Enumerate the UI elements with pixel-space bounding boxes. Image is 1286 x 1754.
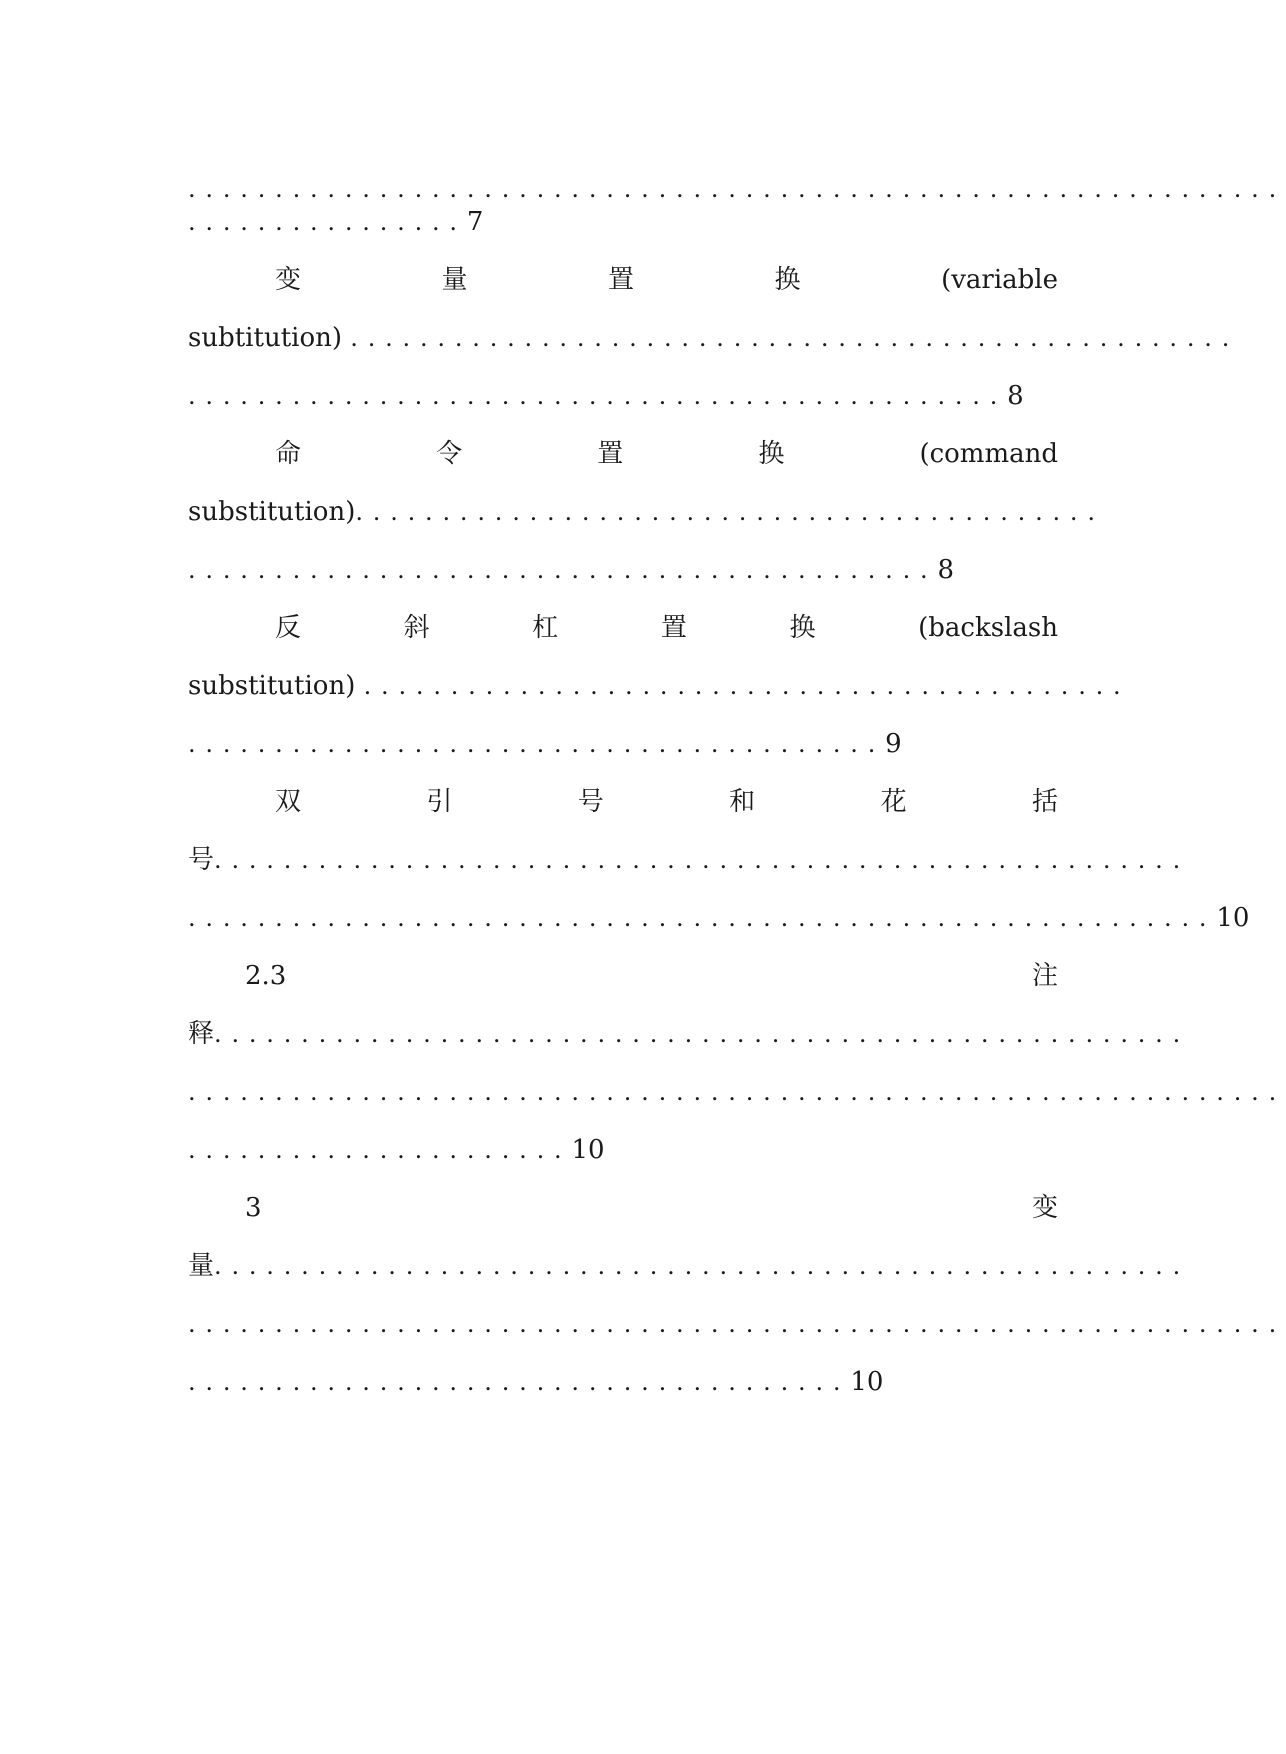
entry-word: 换 bbox=[774, 265, 801, 295]
entry-word: 置 bbox=[597, 439, 624, 469]
page-number: 10 bbox=[1216, 903, 1250, 933]
entry-word: 括 bbox=[1031, 787, 1058, 817]
toc-line bbox=[188, 318, 1240, 358]
leader-dots: ................ bbox=[188, 208, 467, 236]
toc-line bbox=[188, 1072, 1286, 1112]
toc-line bbox=[188, 1246, 1191, 1286]
entry-word: (backslash bbox=[918, 613, 1058, 643]
leader-dots: ............................................... bbox=[188, 382, 1008, 410]
entry-word: (variable bbox=[941, 265, 1058, 295]
entry-word: 换 bbox=[789, 613, 816, 643]
page-number: 8 bbox=[1007, 381, 1024, 411]
leader-dots: ........................................... bbox=[355, 498, 1105, 526]
entry-text: substitution) bbox=[188, 497, 356, 527]
toc-line bbox=[188, 840, 1191, 880]
page-number: 10 bbox=[571, 1135, 605, 1165]
entry-word: 变 bbox=[1031, 1193, 1058, 1223]
leader-dots: ............................................................... bbox=[188, 1310, 1286, 1338]
entry-word: 置 bbox=[660, 613, 687, 643]
entry-text: 释 bbox=[188, 1019, 215, 1049]
leader-dots: ........................................................... bbox=[188, 904, 1217, 932]
entry-word: 换 bbox=[758, 439, 785, 469]
entry-text: subtitution) bbox=[188, 323, 342, 353]
toc-entry-comments bbox=[245, 956, 1058, 996]
entry-word: 引 bbox=[426, 787, 453, 817]
entry-text: 号 bbox=[188, 845, 215, 875]
toc-entry-quotes-and-braces bbox=[275, 782, 1058, 822]
entry-word: 命 bbox=[275, 439, 302, 469]
page-number: 8 bbox=[937, 555, 954, 585]
page-number: 10 bbox=[850, 1367, 884, 1397]
toc-entry-backslash-substitution bbox=[275, 608, 1058, 648]
entry-word: 量 bbox=[441, 265, 468, 295]
leader-dots: ........................................................ bbox=[214, 1252, 1191, 1280]
page-number: 9 bbox=[885, 729, 902, 759]
leader-dots: ........................................................ bbox=[214, 846, 1191, 874]
entry-word: 花 bbox=[880, 787, 907, 817]
page-number: 7 bbox=[466, 207, 484, 237]
leader-dots: ........................................ bbox=[188, 730, 886, 758]
toc-line bbox=[188, 666, 1131, 706]
entry-word: (command bbox=[919, 439, 1058, 469]
section-number: 2.3 bbox=[245, 961, 287, 991]
entry-word: 变 bbox=[275, 265, 302, 295]
leader-dots: ............................................ bbox=[363, 672, 1131, 700]
toc-line bbox=[188, 1304, 1286, 1344]
toc-line bbox=[188, 492, 1105, 532]
entry-word: 令 bbox=[436, 439, 463, 469]
entry-text: substitution) bbox=[188, 671, 356, 701]
entry-text: 量 bbox=[188, 1251, 215, 1281]
entry-word: 和 bbox=[729, 787, 756, 817]
leader-dots: ........................................... bbox=[188, 556, 938, 584]
toc-line bbox=[188, 1362, 1058, 1402]
toc-line bbox=[188, 202, 1058, 242]
toc-line bbox=[188, 898, 1250, 938]
toc-line bbox=[188, 1130, 1058, 1170]
entry-word: 号 bbox=[577, 787, 604, 817]
leader-dots: ............................................................... bbox=[188, 175, 1286, 203]
leader-dots: ................................................... bbox=[350, 324, 1240, 352]
leader-dots: ............................................................... bbox=[188, 1078, 1286, 1106]
toc-entry-variable-substitution bbox=[275, 260, 1058, 300]
entry-word: 斜 bbox=[403, 613, 430, 643]
entry-word: 注 bbox=[1031, 961, 1058, 991]
entry-word: 置 bbox=[608, 265, 635, 295]
entry-word: 杠 bbox=[532, 613, 559, 643]
toc-entry-command-substitution bbox=[275, 434, 1058, 474]
toc-line bbox=[188, 1014, 1191, 1054]
toc-line bbox=[188, 724, 1058, 764]
section-number: 3 bbox=[245, 1193, 262, 1223]
toc-line bbox=[188, 376, 1058, 416]
toc-line bbox=[188, 550, 1058, 590]
leader-dots: ...................................... bbox=[188, 1368, 851, 1396]
leader-dots: ........................................................ bbox=[214, 1020, 1191, 1048]
entry-word: 双 bbox=[275, 787, 302, 817]
toc-entry-variables bbox=[245, 1188, 1058, 1228]
leader-dots: ...................... bbox=[188, 1136, 572, 1164]
entry-word: 反 bbox=[275, 613, 302, 643]
